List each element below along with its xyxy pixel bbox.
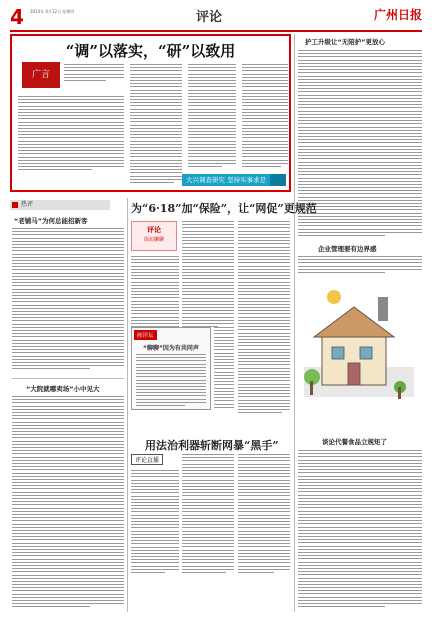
column-logo: 广言 — [22, 62, 60, 88]
paper-name: 广州日报 — [373, 8, 422, 22]
cartoon-tag: 画评坛 — [134, 330, 157, 340]
left-article-title-2: “大院就哪卖场”小中见大 — [26, 385, 100, 393]
middle-text-col2b — [214, 327, 234, 410]
column-divider-left — [127, 198, 128, 612]
feature-headline: “调”以落实，“研”以致用 — [65, 42, 236, 60]
hot-marker-icon — [12, 202, 18, 208]
middle-headline-2: 用法治利器斩断网暴“黑手” — [145, 439, 279, 452]
section-title: 评论 — [196, 10, 223, 25]
middle-text-col3c — [238, 454, 290, 575]
middle-text-col1c — [131, 470, 179, 575]
left-section-divider — [12, 378, 124, 379]
middle-text-col2a — [182, 221, 234, 329]
middle-text-col2c — [182, 454, 234, 575]
date-line: 2014年 6月12日 星期四 — [30, 9, 75, 14]
cartoon-title: “聊聊”因为有共同声 — [143, 345, 199, 352]
feature-article-box — [10, 34, 291, 192]
badge-line-2: 街坊聊聊 — [143, 237, 164, 243]
left-article-text-1 — [12, 228, 124, 371]
cartoon-text — [136, 354, 206, 408]
left-article-title-1: “老铺马”为何总能招新客 — [14, 217, 88, 225]
right-article-title-1: 护工升级让“无陪护”更放心 — [305, 38, 386, 46]
middle-text-col1a — [131, 256, 179, 333]
middle-text-col3a — [238, 221, 290, 415]
house-illustration — [294, 277, 422, 409]
right-article-title-3: 谈论代餐食品立规矩了 — [322, 438, 387, 446]
street-chat-badge — [131, 221, 177, 251]
feature-text-col4 — [242, 64, 288, 169]
feature-text-col1b — [18, 96, 124, 173]
right-article-title-2: 企业管理要有边界感 — [318, 245, 377, 253]
left-article-text-2 — [12, 396, 124, 610]
badge-line-1: 评论 — [147, 226, 161, 234]
masthead — [10, 6, 422, 30]
feature-text-col1 — [64, 64, 124, 83]
right-article-text-3 — [298, 450, 422, 609]
slogan-banner: 大兴调查研究 坚持实事求是 — [182, 174, 286, 186]
right-article-text-2 — [298, 256, 422, 275]
column-divider-right — [294, 34, 295, 612]
feature-text-col2 — [130, 64, 182, 185]
feature-text-col3 — [188, 64, 236, 169]
middle-headline-1: 为“6·18”加“保险”，让“网促”更规范 — [131, 202, 317, 215]
page-number: 4 — [10, 5, 24, 29]
forum-tag: 评论直播 — [131, 454, 163, 465]
hot-label: 热评 — [21, 201, 34, 208]
house-illustration-svg — [294, 277, 422, 409]
masthead-rule — [10, 30, 422, 32]
hot-comment-bar — [10, 200, 110, 210]
cartoon-panel — [131, 327, 211, 410]
